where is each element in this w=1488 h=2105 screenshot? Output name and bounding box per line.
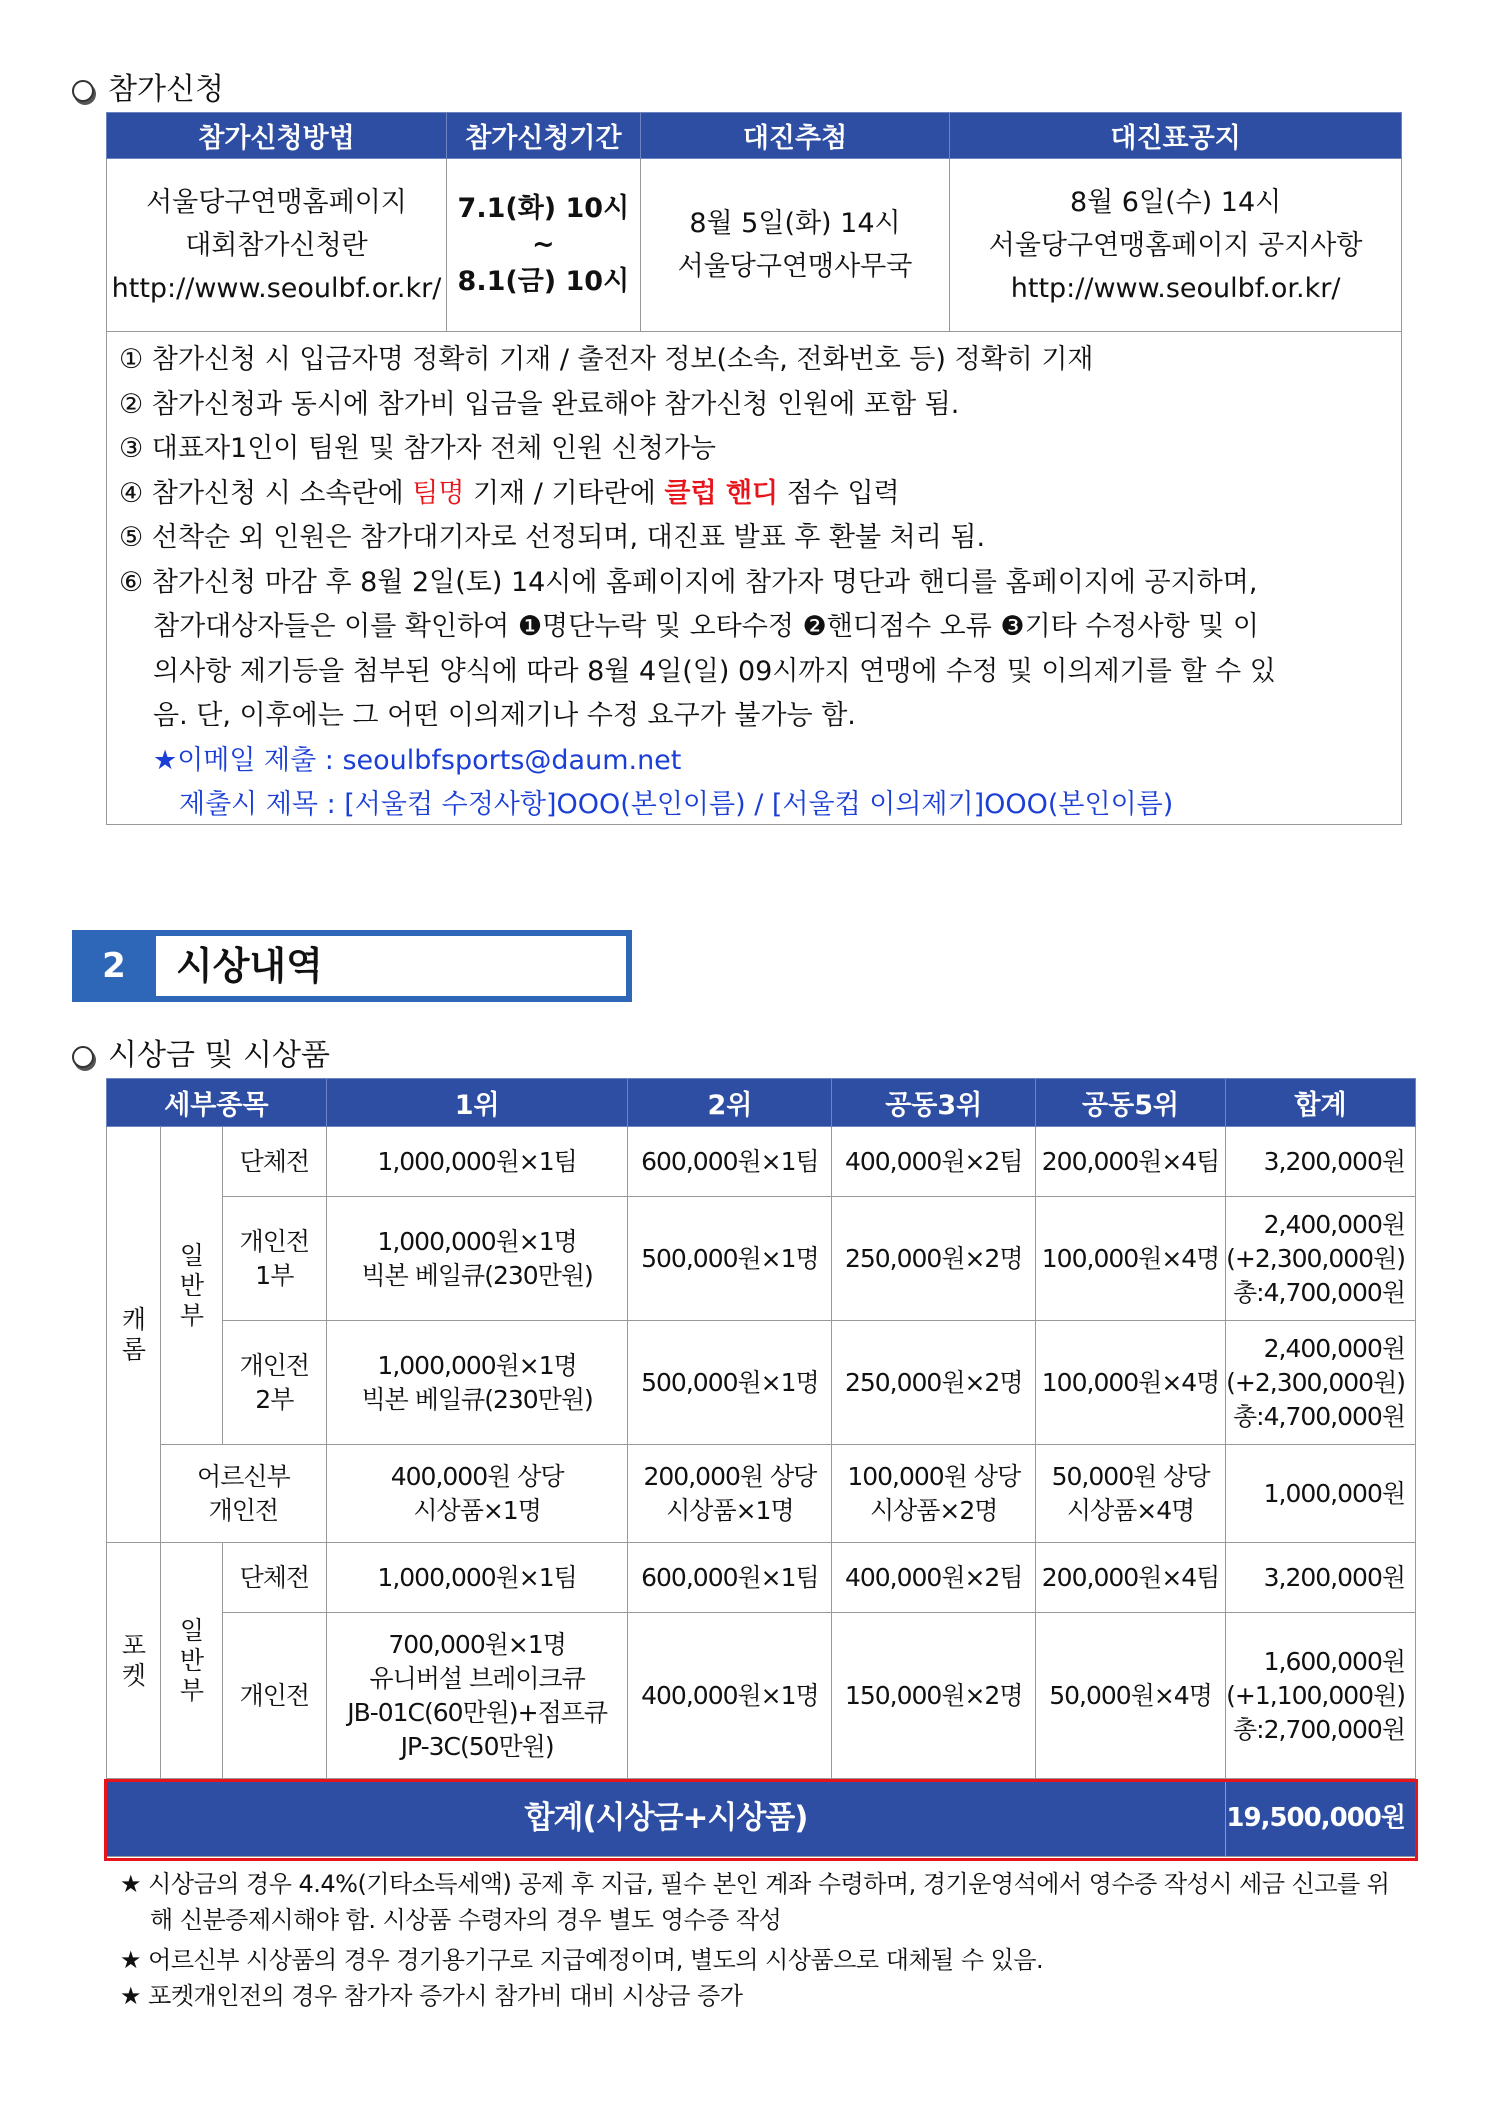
header-notice: 대진표공지 [950,113,1402,159]
table-row: 개인전 2부 1,000,000원×1명 빅본 베일큐(230만원) 500,000원×1명 250,000원×2명 100,000원×4명 2,400,000원 (+2,300,000원) 총:4,700,000원 [107,1321,1416,1445]
pocket-label: 포켓 [107,1543,161,1779]
prize-table [106,1078,1416,1857]
header-2nd: 2위 [628,1079,832,1127]
registration-notes: ① 참가신청 시 입금자명 정확히 기재 / 출전자 정보(소속, 전화번호 등) 정확히 기재 ② 참가신청과 동시에 참가비 입금을 완료해야 참가신청 인원에 포함 됨. ③ 대표자1인이 팀원 및 참가자 전체 인원 신청가능 ④ 참가신청 시 소속란에 팀명 기재 / 기타란에 클럽 핸디 점수 입력 ⑤ 선착순 외 인원은 참가대기자로 선정되며, 대진표 발표 후 환불 처리 됨. ⑥ 참가신청 마감 후 8월 2일(토) 14시에 홈페이지에 참가자 명단과 핸디를 홈페이지에 공지하며, 참가대상자들은 이를 확인하여 ❶명단누락 및 오타수정 ❷핸디점수 오류 ❸기타 수정사항 및 이 의사항 제기등을 첨부된 양식에 따라 8월 4일(일) 09시까지 연맹에 수정 및 이의제기를 할 수 있 음. 단, 이후에는 그 어떤 이의제기나 수정 요구가 불가능 함. ★이메일 제출 : seoulbfsports@daum.net 제출시 제목 : [서울컵 수정사항]OOO(본인이름) / [서울컵 이의제기]OOO(본인이름) [106,332,1402,825]
section-title: 시상내역 [156,936,626,996]
period-cell: 7.1(화) 10시 ~ 8.1(금) 10시 [446,159,640,332]
header-period: 참가신청기간 [446,113,640,159]
header-method: 참가신청방법 [107,113,447,159]
section2-header [72,930,632,1002]
section1-subhead: 참가신청 [72,64,224,108]
prize-footnotes: ★ 시상금의 경우 4.4%(기타소득세액) 공제 후 지급, 필수 본인 계좌 수령하며, 경기운영석에서 영수증 작성시 세금 신고를 위해 신분증제시해야 함. 시상품 수령자의 경우 별도 영수증 작성 ★ 어르신부 시상품의 경우 경기용기구로 지급예정이며, 별도의 시상품으로 대체될 수 있음. ★ 포켓개인전의 경우 참가자 증가시 참가비 대비 시상금 증가 [120,1870,1390,2010]
pocket-general-label: 일반부 [160,1543,222,1779]
notice-link[interactable]: http://www.seoulbf.or.kr/ [1010,272,1341,304]
header-total: 합계 [1225,1079,1415,1127]
table-row: 개인전 700,000원×1명 유니버설 브레이크큐 JB-01C(60만원)+점프큐 JP-3C(50만원) 400,000원×1명 150,000원×2명 50,000원×4명 1,600,000원 (+1,100,000원) 총:2,700,000원 [107,1613,1416,1779]
grand-total-label: 합계(시상금+시상품) [107,1779,1226,1857]
table-row: 포켓 일반부 단체전 1,000,000원×1팀 600,000원×1팀 400,000원×2팀 200,000원×4팀 3,200,000원 [107,1543,1416,1613]
header-3rd: 공동3위 [832,1079,1036,1127]
grand-total-value: 19,500,000원 [1225,1779,1415,1857]
notice-cell: 8월 6일(수) 14시 서울당구연맹홈페이지 공지사항 http://www.seoulbf.or.kr/ [950,159,1402,332]
method-cell: 서울당구연맹홈페이지 대회참가신청란 http://www.seoulbf.or.kr/ [107,159,447,332]
table-row: 캐롬 일반부 단체전 1,000,000원×1팀 600,000원×1팀 400,000원×2팀 200,000원×4팀 3,200,000원 [107,1127,1416,1197]
circle-bullet-icon [72,80,94,102]
email-line[interactable]: ★이메일 제출 : seoulbfsports@daum.net [153,744,682,776]
carom-general-label: 일반부 [160,1127,222,1445]
header-draw: 대진추첨 [640,113,949,159]
registration-table [106,112,1402,332]
header-event: 세부종목 [107,1079,327,1127]
subject-line: 제출시 제목 : [서울컵 수정사항]OOO(본인이름) / [서울컵 이의제기]OOO(본인이름) [179,789,1174,820]
section2-subhead: 시상금 및 시상품 [72,1030,330,1074]
circle-bullet-icon [72,1046,94,1068]
homepage-link[interactable]: http://www.seoulbf.or.kr/ [111,272,442,304]
table-row: 어르신부 개인전 400,000원 상당 시상품×1명 200,000원 상당 시상품×1명 100,000원 상당 시상품×2명 50,000원 상당 시상품×4명 1,000,000원 [107,1445,1416,1543]
header-5th: 공동5위 [1036,1079,1226,1127]
carom-label: 캐롬 [107,1127,161,1543]
section-number: 2 [102,946,126,986]
header-1st: 1위 [326,1079,628,1127]
table-row: 개인전 1부 1,000,000원×1명 빅본 베일큐(230만원) 500,000원×1명 250,000원×2명 100,000원×4명 2,400,000원 (+2,300,000원) 총:4,700,000원 [107,1197,1416,1321]
draw-cell: 8월 5일(화) 14시 서울당구연맹사무국 [640,159,949,332]
grand-total-row [107,1779,1416,1857]
